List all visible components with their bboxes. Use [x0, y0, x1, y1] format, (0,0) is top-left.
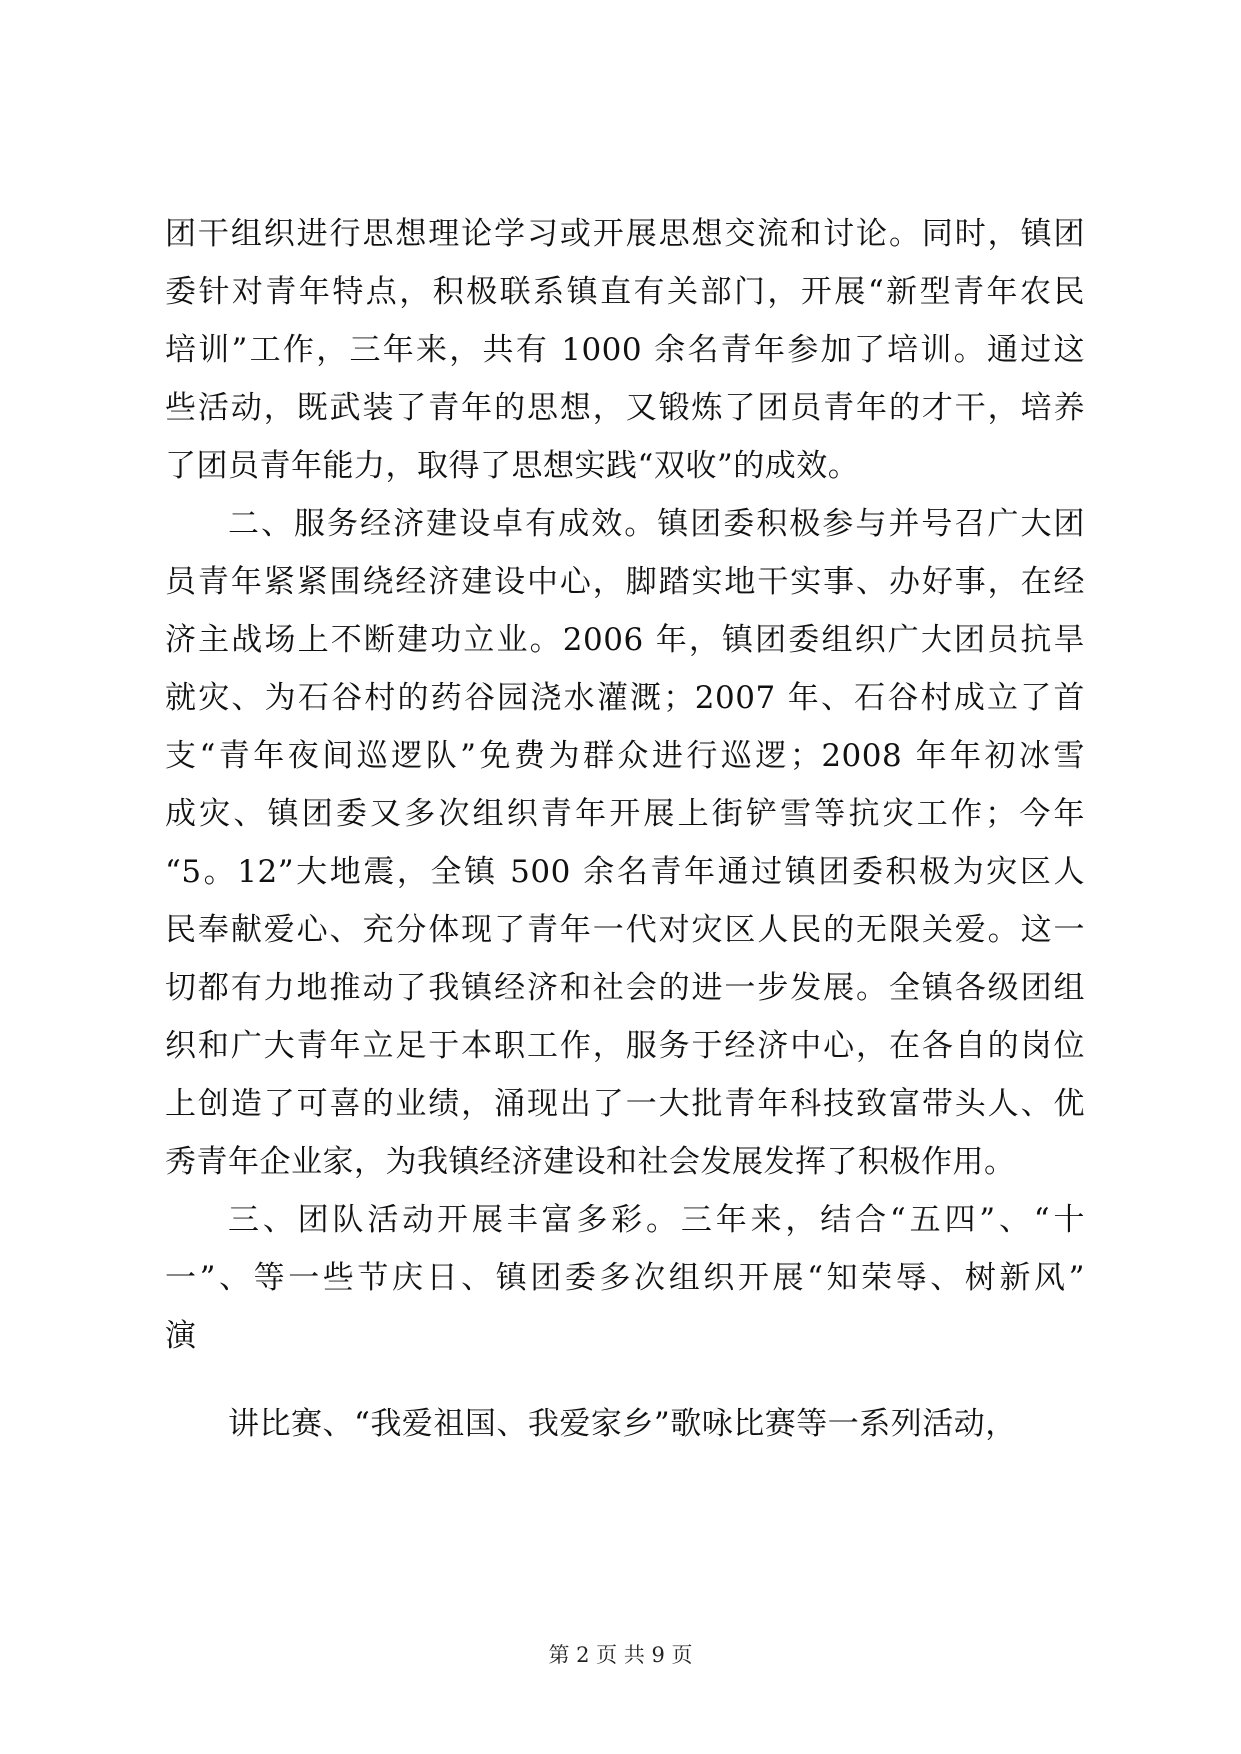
text-line-21: 讲比赛、“我爱祖国、我爱家乡”歌咏比赛等一系列活动，: [228, 1406, 1017, 1442]
text-line-12: “5。12”大地震，全镇 500 余名青年通过镇团委积极为灾区人: [165, 854, 1085, 890]
text-line-8: 济主战场上不断建功立业。2006 年，镇团委组织广大团员抗旱: [165, 622, 1085, 658]
text-line-2: 委针对青年特点，积极联系镇直有关部门，开展“新型青年农民: [165, 274, 1085, 310]
text-line-3: 培训”工作，三年来，共有 1000 余名青年参加了培训。通过这: [165, 332, 1085, 368]
text-line-7: 员青年紧紧围绕经济建设中心，脚踏实地干实事、办好事，在经: [165, 564, 1085, 600]
text-line-15: 织和广大青年立足于本职工作，服务于经济中心，在各自的岗位: [165, 1028, 1085, 1064]
text-line-11: 成灾、镇团委又多次组织青年开展上街铲雪等抗灾工作；今年: [165, 796, 1085, 832]
page-footer: 第 2 页 共 9 页: [548, 1643, 693, 1667]
text-line-10: 支“青年夜间巡逻队”免费为群众进行巡逻；2008 年年初冰雪: [165, 738, 1085, 774]
text-line-14: 切都有力地推动了我镇经济和社会的进一步发展。全镇各级团组: [165, 970, 1085, 1006]
text-line-19: 一”、等一些节庆日、镇团委多次组织开展“知荣辱、树新风”: [165, 1260, 1085, 1296]
text-line-13: 民奉献爱心、充分体现了青年一代对灾区人民的无限关爱。这一: [165, 912, 1085, 948]
text-line-17: 秀青年企业家，为我镇经济建设和社会发展发挥了积极作用。: [165, 1144, 1016, 1180]
text-line-1: 团干组织进行思想理论学习或开展思想交流和讨论。同时，镇团: [165, 216, 1085, 252]
text-line-5: 了团员青年能力，取得了思想实践“双收”的成效。: [165, 448, 860, 484]
text-line-6: 二、服务经济建设卓有成效。镇团委积极参与并号召广大团: [228, 506, 1085, 542]
text-line-4: 些活动，既武装了青年的思想，又锻炼了团员青年的才干，培养: [165, 390, 1085, 426]
text-line-9: 就灾、为石谷村的药谷园浇水灌溉；2007 年、石谷村成立了首: [165, 680, 1085, 716]
text-line-18: 三、团队活动开展丰富多彩。三年来，结合“五四”、“十: [228, 1202, 1085, 1238]
text-line-16: 上创造了可喜的业绩，涌现出了一大批青年科技致富带头人、优: [165, 1086, 1085, 1122]
text-line-20: 演: [165, 1318, 197, 1354]
